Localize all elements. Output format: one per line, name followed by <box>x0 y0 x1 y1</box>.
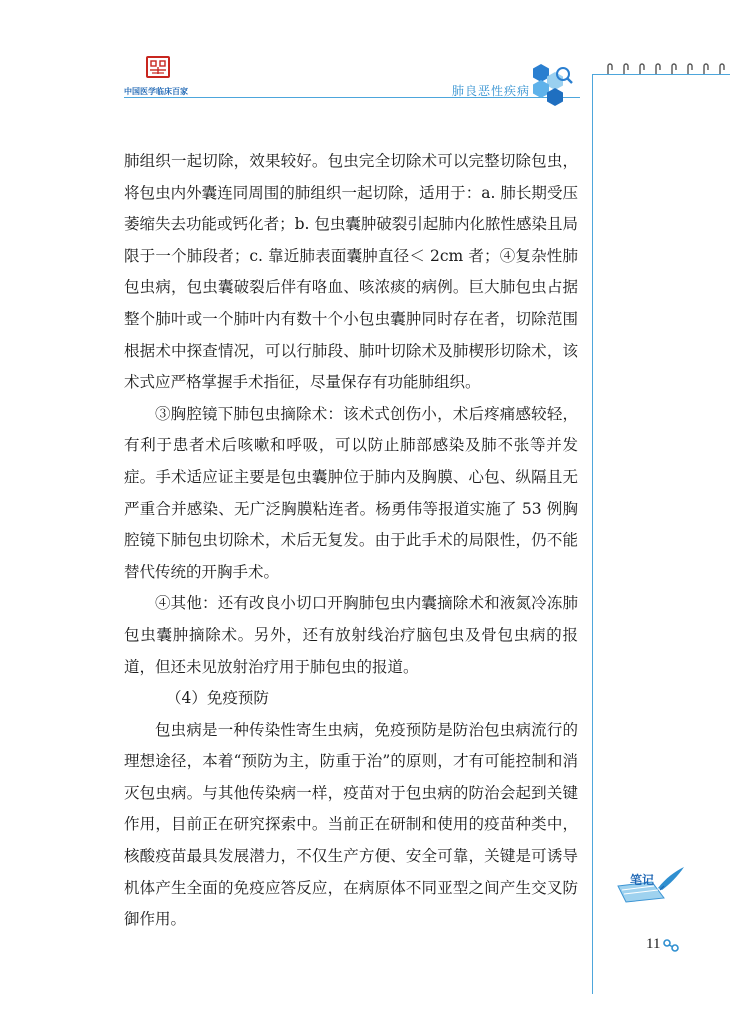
publisher-seal-logo <box>146 56 170 78</box>
page-number: 11 <box>646 936 661 952</box>
notes-label: 笔记 <box>630 873 655 887</box>
section-heading-immunization: （4）免疫预防 <box>166 689 269 708</box>
paragraph-other-methods: ④其他：还有改良小切口开胸肺包虫内囊摘除术和液氮冷冻肺包虫囊肿摘除术。另外，还有放射线治疗脑包虫及骨包虫病的报道，但还未见放射治疗用于肺包虫的报道。 <box>124 594 578 676</box>
margin-line <box>592 74 593 994</box>
paragraph-thoracoscopic: ③胸腔镜下肺包虫摘除术：该术式创伤小，术后疼痛感较轻，有利于患者术后咳嗽和呼吸，可以防止肺部感染及肺不张等并发症。手术适应证主要是包虫囊肿位于肺内及胸膜、心包、纵隔且无严重合并感染、无广泛胸膜粘连者。杨勇伟等报道实施了 53 例胸腔镜下肺包虫切除术，术后无复发。由于此手术的局限性，仍不能替代传统的开胸手术。 <box>124 404 578 581</box>
book-title: 肺良恶性疾病 <box>452 84 531 98</box>
body-text <box>124 146 578 936</box>
binder-rings-icon <box>600 62 730 76</box>
paragraph-surgical-resection: 肺组织一起切除，效果较好。包虫完全切除术可以完整切除包虫，将包虫内外囊连同周围的肺组织一起切除，适用于：a. 肺长期受压萎缩失去功能或钙化者；b. 包虫囊肿破裂引起肺内化脓性感染且局限于一个肺段者；c. 靠近肺表面囊肿直径＜ 2cm 者；④复杂性肺包虫病，包虫囊破裂后伴有咯血、咳浓痰的病例。巨大肺包虫占据整个肺叶或一个肺叶内有数十个小包虫囊肿同时存在者，切除范围根据术中探查情况，可以行肺段、肺叶切除术及肺楔形切除术，该术式应严格掌握手术指征，尽量保存有功能肺组织。 <box>124 152 578 392</box>
series-name: 中国医学临床百家 <box>124 87 188 96</box>
hexagon-cluster-icon <box>524 60 574 110</box>
paragraph-immunization: 包虫病是一种传染性寄生虫病，免疫预防是防治包虫病流行的理想途径，本着“预防为主，防重于治”的原则，才有可能控制和消灭包虫病。与其他传染病一样，疫苗对于包虫病的防治会起到关键作用，目前正在研究探索中。当前正在研制和使用的疫苗种类中，核酸疫苗最具发展潜力，不仅生产方便、安全可靠，关键是可诱导机体产生全面的免疫应答反应，在病原体不同亚型之间产生交叉防御作用。 <box>124 720 578 929</box>
page-ornament-icon <box>662 938 682 954</box>
notes-icon <box>612 864 686 906</box>
